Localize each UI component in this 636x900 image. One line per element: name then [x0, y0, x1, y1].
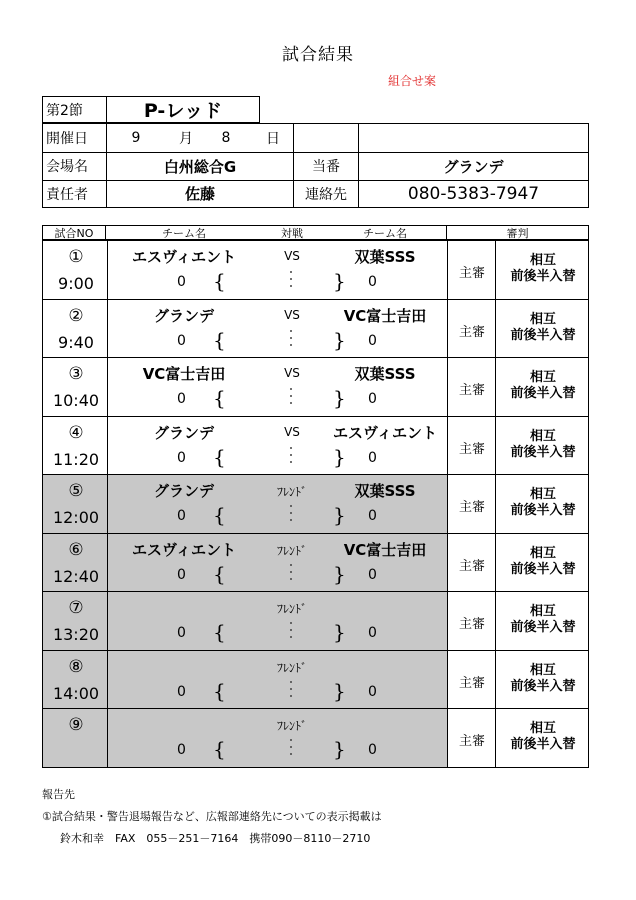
referee-note: 相互 前後半入替 — [510, 487, 576, 518]
round-box — [42, 96, 260, 123]
chief-referee-label: 主審 — [458, 441, 485, 457]
versus-label: VS — [284, 424, 300, 439]
match-number: ③ — [68, 364, 84, 384]
chief-referee-label: 主審 — [458, 617, 485, 632]
left-brace-icon: { — [213, 444, 226, 469]
match-time: 13:20 — [52, 625, 100, 644]
match-table-header — [42, 225, 589, 240]
col-referee: 審判 — [506, 226, 529, 240]
date-month-num: 9 — [131, 130, 141, 146]
contact-label: 連絡先 — [305, 186, 347, 203]
team1-name: グランデ — [153, 482, 214, 500]
left-brace-icon: { — [213, 327, 226, 352]
date-label: 開催日 — [46, 131, 88, 147]
score-divider — [290, 739, 294, 760]
match-time: 12:40 — [52, 566, 100, 586]
col-versus: 対戦 — [281, 226, 303, 240]
team2-score: 0 — [368, 566, 377, 583]
referee-note: 相互 前後半入替 — [510, 370, 576, 401]
team1-name: エスヴィエント — [131, 540, 237, 559]
score-divider — [290, 622, 294, 643]
match-number: ⑧ — [68, 656, 84, 677]
match-time: 9:00 — [58, 274, 94, 293]
team2-score: 0 — [368, 274, 377, 290]
chief-referee-label: 主審 — [458, 734, 485, 749]
manager-label: 責任者 — [46, 186, 88, 203]
match-row — [42, 591, 589, 651]
team2-score: 0 — [368, 332, 377, 349]
versus-label: ﾌﾚﾝﾄﾞ — [276, 485, 307, 499]
team2-score: 0 — [368, 683, 377, 700]
match-row — [42, 533, 589, 593]
match-row — [42, 650, 589, 710]
team2-score: 0 — [368, 449, 377, 466]
team1-name: グランデ — [153, 423, 214, 442]
manager-value: 佐藤 — [184, 185, 215, 203]
score-divider — [290, 330, 294, 351]
info-table — [42, 123, 589, 208]
match-number: ④ — [68, 422, 84, 443]
referee-note: 相互 前後半入替 — [510, 721, 576, 752]
match-time: 9:40 — [58, 332, 94, 352]
left-brace-icon: { — [213, 678, 226, 703]
match-row — [42, 357, 589, 417]
footer-line1: ①試合結果・警告退場報告など、広報部連絡先についての表示掲載は — [42, 810, 382, 823]
right-brace-icon: } — [333, 561, 346, 586]
left-brace-icon: { — [213, 737, 226, 761]
team1-name: VC富士吉田 — [142, 365, 226, 383]
team2-score: 0 — [368, 742, 377, 758]
chief-referee-label: 主審 — [458, 383, 485, 398]
page-title: 試合結果 — [282, 45, 354, 65]
round-label: 第2節 — [46, 102, 83, 119]
referee-note: 相互 前後半入替 — [510, 253, 576, 284]
match-number: ⑥ — [68, 539, 84, 560]
chief-referee-label: 主審 — [458, 324, 485, 340]
team1-score: 0 — [177, 683, 186, 700]
score-divider — [290, 447, 294, 468]
referee-note: 相互 前後半入替 — [510, 604, 576, 635]
draft-label: 組合せ案 — [388, 74, 437, 88]
team1-score: 0 — [177, 449, 186, 466]
versus-label: ﾌﾚﾝﾄﾞ — [276, 719, 307, 733]
right-brace-icon: } — [333, 678, 346, 703]
chief-referee-label: 主審 — [458, 500, 485, 515]
match-row — [42, 474, 589, 534]
team2-name: 双葉SSS — [354, 482, 416, 500]
score-divider — [290, 505, 294, 526]
duty-value: グランデ — [443, 157, 504, 176]
left-brace-icon: { — [213, 269, 226, 293]
right-brace-icon: } — [333, 444, 346, 469]
team1-score: 0 — [177, 566, 186, 583]
match-row — [42, 708, 589, 768]
versus-label: VS — [284, 307, 300, 322]
versus-label: VS — [284, 366, 300, 380]
match-time: 14:00 — [52, 683, 100, 703]
left-brace-icon: { — [213, 620, 226, 644]
referee-note: 相互 前後半入替 — [510, 545, 576, 577]
left-brace-icon: { — [213, 503, 226, 527]
team1-score: 0 — [177, 274, 186, 290]
versus-label: ﾌﾚﾝﾄﾞ — [276, 602, 307, 616]
chief-referee-label: 主審 — [458, 558, 485, 574]
chief-referee-label: 主審 — [458, 266, 485, 281]
match-number: ⑦ — [68, 598, 84, 618]
footer-heading: 報告先 — [42, 788, 75, 801]
venue-label: 会場名 — [46, 159, 88, 175]
versus-label: VS — [284, 249, 300, 263]
team2-score: 0 — [368, 625, 377, 641]
left-brace-icon: { — [213, 386, 226, 410]
team1-name: エスヴィエント — [131, 248, 237, 266]
match-time: 10:40 — [52, 391, 100, 410]
team1-score: 0 — [177, 332, 186, 349]
team2-name: VC富士吉田 — [343, 306, 427, 325]
versus-label: ﾌﾚﾝﾄﾞ — [276, 660, 307, 675]
right-brace-icon: } — [333, 620, 346, 644]
score-divider — [290, 681, 294, 702]
group-name: P-レッド — [143, 100, 223, 122]
left-brace-icon: { — [213, 561, 226, 586]
score-divider — [290, 564, 294, 585]
team1-score: 0 — [177, 508, 186, 524]
match-number: ① — [68, 247, 84, 267]
right-brace-icon: } — [333, 503, 346, 527]
col-team2: チーム名 — [363, 226, 407, 240]
date-month-unit: 月 — [179, 131, 193, 147]
date-day-num: 8 — [221, 130, 231, 146]
col-team1: チーム名 — [162, 226, 206, 240]
team1-name: グランデ — [153, 306, 214, 325]
right-brace-icon: } — [333, 327, 346, 352]
referee-note: 相互 前後半入替 — [510, 428, 576, 460]
team2-name: 双葉SSS — [354, 365, 416, 383]
team1-score: 0 — [177, 625, 186, 641]
score-divider — [290, 388, 294, 409]
match-number: ⑤ — [68, 481, 84, 501]
right-brace-icon: } — [333, 269, 346, 293]
team2-name: VC富士吉田 — [343, 540, 427, 559]
referee-note: 相互 前後半入替 — [510, 662, 576, 694]
referee-note: 相互 前後半入替 — [510, 311, 576, 343]
team1-score: 0 — [177, 391, 186, 407]
team2-name: 双葉SSS — [354, 248, 416, 266]
match-number: ② — [68, 305, 84, 326]
team1-score: 0 — [177, 742, 186, 758]
footer-line2: 鈴木和幸 FAX 055－251－7164 携帯090－8110－2710 — [60, 832, 371, 845]
score-divider — [290, 271, 294, 292]
team2-score: 0 — [368, 508, 377, 524]
match-row — [42, 416, 589, 476]
contact-value: 080-5383-7947 — [407, 183, 540, 204]
date-day-unit: 日 — [266, 131, 280, 147]
right-brace-icon: } — [333, 737, 346, 761]
col-match-no: 試合NO — [54, 226, 94, 240]
match-number: ⑨ — [68, 715, 84, 735]
match-row — [42, 240, 589, 300]
chief-referee-label: 主審 — [458, 675, 485, 691]
match-time: 11:20 — [52, 449, 100, 469]
match-time: 12:00 — [52, 508, 100, 527]
team2-name: エスヴィエント — [332, 423, 438, 442]
venue-value: 白州総合G — [163, 157, 237, 176]
versus-label: ﾌﾚﾝﾄﾞ — [276, 543, 307, 558]
match-row — [42, 299, 589, 359]
duty-label: 当番 — [312, 159, 340, 175]
team2-score: 0 — [368, 391, 377, 407]
right-brace-icon: } — [333, 386, 346, 410]
